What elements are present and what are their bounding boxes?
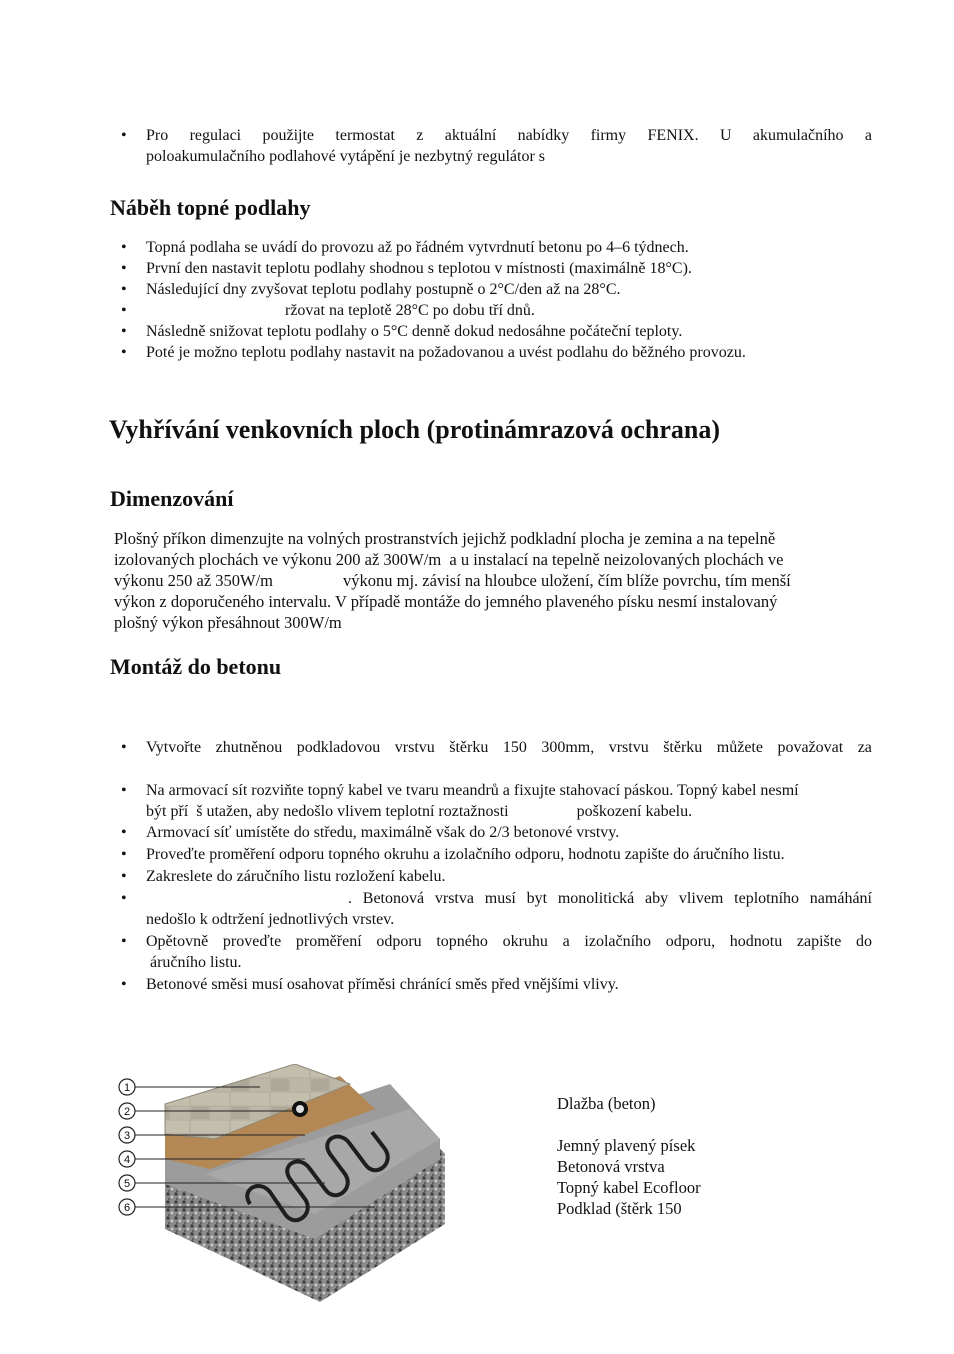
start-list xyxy=(112,237,872,363)
page-title: Vyhřívání venkovních ploch (protinámrazová ochrana) xyxy=(109,415,721,444)
legend-item: Dlažba (beton) xyxy=(557,1094,656,1113)
list-item: • Vytvořte zhutněnou podkladovou vrstvu štěrku 150 300mm, vrstvu štěrku můžete považovat za xyxy=(112,737,872,758)
list-item: • . Betonová vrstva musí byt monolitická aby vlivem teplotního namáhání nedošlo k odtržení jednotlivých vrstev. xyxy=(112,888,872,930)
marker-label: 2 xyxy=(123,1106,131,1118)
marker-label: 4 xyxy=(123,1154,131,1166)
section-heading-concrete: Montáž do betonu xyxy=(110,654,282,679)
legend-item: Podklad (štěrk 150 xyxy=(557,1199,682,1218)
intro-list xyxy=(112,125,872,167)
concrete-list-a xyxy=(112,737,872,758)
section-heading-start: Náběh topné podlahy xyxy=(110,195,311,220)
legend-item xyxy=(557,1114,701,1135)
list-item: • Armovací síť umístěte do středu, maximálně však do 2/3 betonové vrstvy. xyxy=(112,822,872,843)
list-item: • Následně snižovat teplotu podlahy o 5°C denně dokud nedosáhne počáteční teploty. xyxy=(112,321,872,342)
list-item: • Betonové směsi musí osahovat příměsi chránící směs před vnějšími vlivy. xyxy=(112,974,872,995)
list-item: • Zakreslete do záručního listu rozložení kabelu. xyxy=(112,866,872,887)
list-item xyxy=(112,125,872,167)
floor-layers-illustration xyxy=(110,1064,450,1304)
intro-line-1: • Pro regulaci použijte termostat z aktuální nabídky firmy FENIX. U akumulačního a xyxy=(146,127,872,144)
list-item: • Opětovně proveďte proměření odporu topného okruhu a izolačního odporu, hodnotu zapište do áručního listu. xyxy=(112,931,872,973)
legend-item: Topný kabel Ecofloor xyxy=(557,1178,701,1197)
figure-legend xyxy=(557,1093,701,1219)
marker-label: 3 xyxy=(123,1130,131,1142)
concrete-list-b xyxy=(112,780,872,995)
marker-label: 5 xyxy=(123,1178,131,1190)
dimensioning-paragraph: Plošný příkon dimenzujte na volných prostranstvích jejichž podkladní plocha je zemina a na tepelně izolovaných plochách ve výkonu 200 až 300W/m a u instalací na tepelně neizolovaných plochách ve výkonu 250 až 350W/m výkonu mj. závisí na hloubce uložení, čím blíže povrchu, tím menší výkon z doporučeného intervalu. V případě montáže do jemného plaveného písku nesmí instalovaný plošný výkon přesáhnout 300W/m xyxy=(114,529,791,632)
list-item: • Poté je možno teplotu podlahy nastavit na požadovanou a uvést podlahu do běžného provozu. xyxy=(112,342,872,363)
list-item: • Následující dny zvyšovat teplotu podlahy postupně o 2°C/den až na 28°C. xyxy=(112,279,872,300)
legend-item: Betonová vrstva xyxy=(557,1157,665,1176)
list-item: • Na armovací sít rozviňte topný kabel ve tvaru meandrů a fixujte stahovací páskou. Topný kabel nesmí být pří š utažen, aby nedošlo vlivem teplotní roztažnosti poškození kabelu. xyxy=(112,780,872,822)
marker-label: 1 xyxy=(123,1082,131,1094)
legend-item: Jemný plavený písek xyxy=(557,1136,696,1155)
list-item: • ržovat na teplotě 28°C po dobu tří dnů. xyxy=(112,300,872,321)
list-item: • První den nastavit teplotu podlahy shodnou s teplotou v místnosti (maximálně 18°C). xyxy=(112,258,872,279)
list-item: • Proveďte proměření odporu topného okruhu a izolačního odporu, hodnotu zapište do áručního listu. xyxy=(112,844,872,865)
list-item: • Topná podlaha se uvádí do provozu až po řádném vytvrdnutí betonu po 4–6 týdnech. xyxy=(112,237,872,258)
section-heading-dimensioning: Dimenzování xyxy=(110,486,234,511)
intro-line-2: poloakumulačního podlahové vytápění je nezbytný regulátor s xyxy=(146,148,545,165)
marker-label: 6 xyxy=(123,1202,131,1214)
